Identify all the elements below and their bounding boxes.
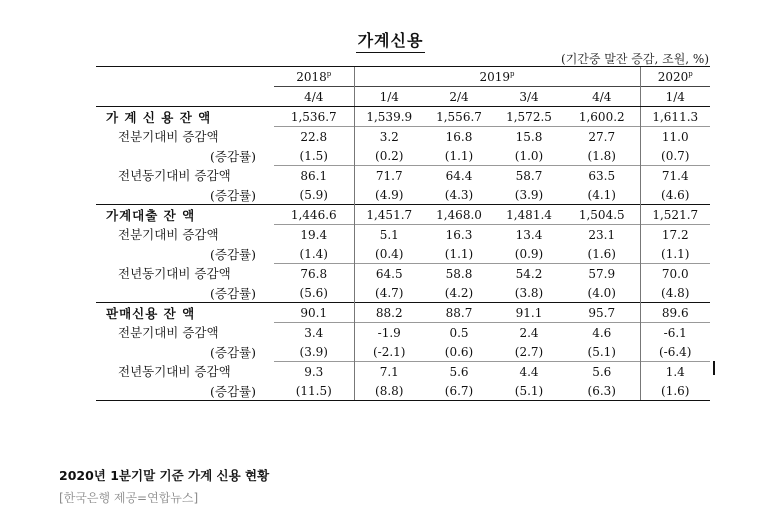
table-cell: 2.4: [494, 323, 564, 343]
table-cell: 1,451.7: [354, 205, 424, 225]
table-cell: (1.6): [640, 381, 710, 401]
table-cell: 5.6: [564, 362, 640, 382]
table-cell: 1,556.7: [436, 109, 482, 124]
row-label: 전년동기대비 증감액: [96, 362, 274, 382]
table-cell: 4.4: [494, 362, 564, 382]
table-cell: 1,481.4: [494, 205, 564, 225]
table-cell: 58.8: [424, 264, 494, 284]
table-row: [96, 342, 710, 362]
table-cell: 5.1: [354, 225, 424, 245]
row-label: (증감률): [210, 285, 256, 301]
table-cell: (6.7): [424, 381, 494, 401]
unit-note: (기간중 말잔 증감, 조원, %): [561, 52, 709, 66]
table-row: [96, 283, 710, 303]
table-cell: (1.0): [514, 148, 544, 163]
table-cell: (5.6): [299, 285, 328, 300]
table-cell: 63.5: [564, 166, 640, 186]
header-year-label: 2020: [657, 69, 689, 84]
table-cell: (-6.4): [640, 342, 710, 362]
table-cell: 1,572.5: [506, 109, 552, 124]
table-cell: (4.8): [640, 283, 710, 303]
table-cell: 22.8: [274, 127, 354, 147]
table-cell: (4.6): [640, 185, 710, 205]
caption: 2020년 1분기말 기준 가계 신용 현황: [59, 468, 270, 483]
table-cell: (3.9): [514, 187, 544, 202]
table-cell: 64.5: [354, 264, 424, 284]
text-cursor: [713, 361, 715, 375]
table-cell: -6.1: [640, 323, 710, 343]
table-cell: (4.3): [444, 187, 474, 202]
table-cell: (1.1): [444, 246, 474, 261]
table-cell: -1.9: [354, 323, 424, 343]
table-cell: 1,611.3: [640, 107, 710, 127]
table-cell: 27.7: [564, 127, 640, 147]
table-cell: 64.4: [424, 166, 494, 186]
table-row: [96, 381, 710, 401]
table-cell: 9.3: [274, 362, 354, 382]
header-year-label: 2019: [479, 69, 511, 84]
header-year-mark: p: [326, 69, 332, 78]
table-cell: 1.4: [640, 362, 710, 382]
table-cell: (4.1): [587, 187, 616, 202]
table-cell: (5.9): [299, 187, 328, 202]
table-cell: (3.8): [514, 285, 544, 300]
row-label: 전분기대비 증감액: [96, 127, 274, 147]
table-cell: (6.3): [564, 381, 640, 401]
table-cell: 1,504.5: [564, 205, 640, 225]
table-cell: 71.7: [354, 166, 424, 186]
table-cell: 4.6: [564, 323, 640, 343]
header-quarter: 1/4: [640, 87, 710, 107]
table-cell: 76.8: [274, 264, 354, 284]
row-label: (증감률): [210, 246, 256, 262]
table-cell: 19.4: [274, 225, 354, 245]
header-year: [354, 67, 640, 87]
table-cell: 86.1: [274, 166, 354, 186]
header-quarter: 3/4: [494, 87, 564, 107]
table-title: 가계신용: [0, 28, 781, 51]
row-label: 전년동기대비 증감액: [96, 264, 274, 284]
table-cell: 1,536.7: [290, 109, 337, 124]
header-quarter: 4/4: [274, 87, 354, 107]
table-row: [96, 166, 710, 186]
table-cell: 88.2: [354, 303, 424, 323]
table-cell: 1,600.2: [578, 109, 625, 124]
table-cell: (0.2): [354, 146, 424, 166]
table-cell: 23.1: [564, 225, 640, 245]
header-year-mark: p: [688, 69, 693, 78]
header-quarter: 2/4: [424, 87, 494, 107]
table-row: [96, 146, 710, 166]
table-cell: 11.0: [640, 127, 710, 147]
table-cell: 1,446.6: [274, 205, 354, 225]
row-label: (증감률): [210, 187, 256, 203]
row-label: 전분기대비 증감액: [96, 323, 274, 343]
row-label: (증감률): [210, 344, 256, 360]
table-cell: 16.3: [424, 225, 494, 245]
table-cell: (4.0): [587, 285, 616, 300]
table-cell: (4.9): [354, 185, 424, 205]
row-label: (증감률): [96, 381, 274, 401]
table-row: [96, 244, 710, 264]
header-row-years: [96, 67, 710, 87]
header-year-label: 2018: [296, 69, 327, 84]
table-row: [96, 303, 710, 323]
row-label: 전년동기대비 증감액: [96, 166, 274, 186]
table-cell: (1.8): [587, 148, 616, 163]
table-cell: 1,539.9: [354, 107, 424, 127]
row-label: 가계대출 잔 액: [96, 205, 274, 225]
table-cell: 95.7: [564, 303, 640, 323]
table-row: [96, 205, 710, 225]
table-cell: (4.7): [354, 283, 424, 303]
table-row: [96, 225, 710, 245]
table-cell: (8.8): [354, 381, 424, 401]
household-credit-table: [96, 66, 710, 401]
header-row-quarters: [96, 87, 710, 107]
table-row: [96, 107, 710, 127]
table-cell: 5.6: [424, 362, 494, 382]
table-cell: (1.1): [640, 244, 710, 264]
row-label: 전분기대비 증감액: [96, 225, 274, 245]
table-cell: (11.5): [274, 381, 354, 401]
table-row: [96, 362, 710, 382]
header-corner: [96, 87, 274, 107]
table-cell: (0.4): [354, 244, 424, 264]
table-cell: 3.4: [274, 323, 354, 343]
header-year-mark: p: [510, 69, 515, 78]
table-cell: 90.1: [274, 303, 354, 323]
table-cell: 3.2: [354, 127, 424, 147]
table-cell: 15.8: [494, 127, 564, 147]
table-row: [96, 323, 710, 343]
table-cell: (0.9): [514, 246, 544, 261]
header-quarter: 4/4: [564, 87, 640, 107]
table-cell: (1.4): [299, 246, 328, 261]
table-cell: 13.4: [494, 225, 564, 245]
table-row: [96, 264, 710, 284]
header-year: [640, 67, 710, 87]
table-cell: (1.1): [444, 148, 474, 163]
table-cell: 54.2: [494, 264, 564, 284]
table-cell: 89.6: [640, 303, 710, 323]
row-label: (증감률): [210, 148, 256, 164]
row-label: 가 계 신 용 잔 액: [106, 109, 212, 125]
table-row: [96, 185, 710, 205]
table-cell: (5.1): [494, 381, 564, 401]
table-cell: 7.1: [354, 362, 424, 382]
table-cell: 88.7: [424, 303, 494, 323]
table-cell: 57.9: [564, 264, 640, 284]
table-cell: (1.6): [587, 246, 616, 261]
table-cell: 70.0: [640, 264, 710, 284]
table-cell: (1.5): [299, 148, 328, 163]
table-row: [96, 127, 710, 147]
table-cell: (-2.1): [354, 342, 424, 362]
table-cell: 91.1: [494, 303, 564, 323]
table-cell: 1,521.7: [640, 205, 710, 225]
table-cell: 58.7: [494, 166, 564, 186]
table-cell: 1,468.0: [424, 205, 494, 225]
table-cell: (0.7): [640, 146, 710, 166]
row-label: 판매신용 잔 액: [96, 303, 274, 323]
table-cell: (0.6): [444, 344, 474, 359]
header-year: [274, 67, 354, 87]
table-cell: 17.2: [640, 225, 710, 245]
table-cell: (4.2): [444, 285, 474, 300]
table-cell: 71.4: [640, 166, 710, 186]
table-cell: 16.8: [424, 127, 494, 147]
table-cell: (2.7): [514, 344, 544, 359]
header-corner: [96, 67, 274, 87]
table-cell: (3.9): [299, 344, 328, 359]
source-credit: [한국은행 제공=연합뉴스]: [59, 491, 199, 505]
table-cell: 0.5: [424, 323, 494, 343]
table-cell: (5.1): [587, 344, 616, 359]
header-quarter: 1/4: [354, 87, 424, 107]
